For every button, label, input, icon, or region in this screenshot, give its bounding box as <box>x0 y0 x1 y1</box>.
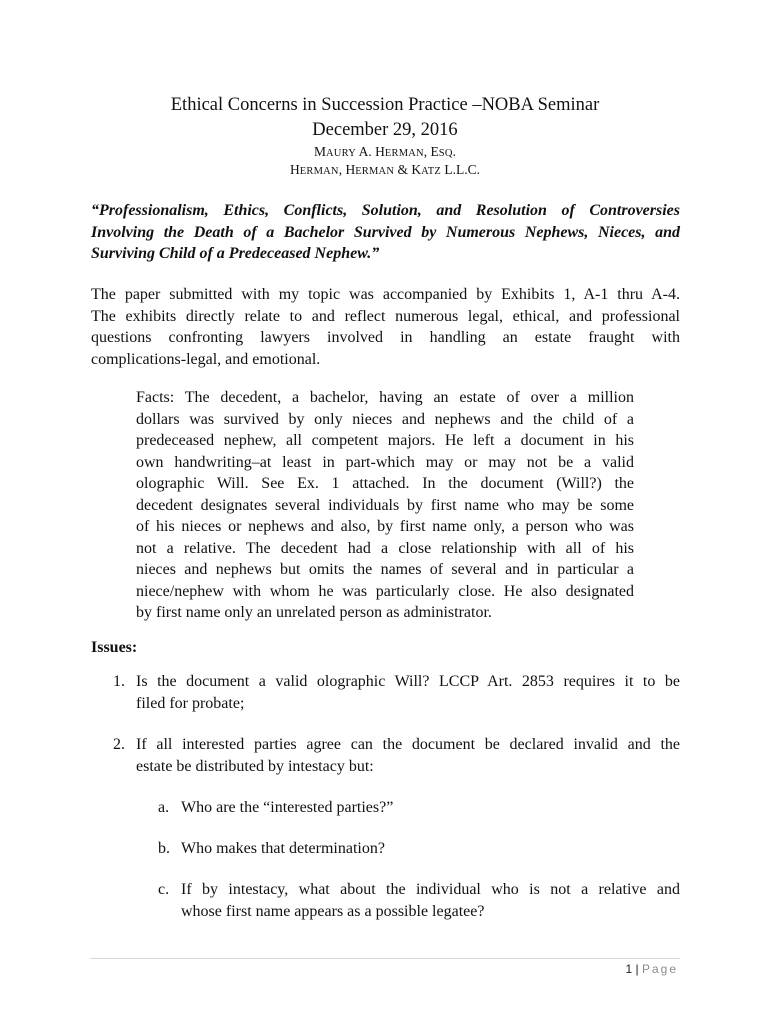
issues-heading: Issues: <box>91 639 138 656</box>
author-line: MAURY A. HERMAN, ESQ. <box>313 144 456 159</box>
document-title: Ethical Concerns in Succession Practice –NOBA Seminar <box>170 95 600 115</box>
topic-heading: “Professionalism, Ethics, Conflicts, Solution, and Resolution of Controversies Involving the Death of a Bachelor Survived by Numerous Nephews, Nieces, and Surviving Child of a Predeceased Nephew.” <box>91 202 680 262</box>
page-label: Page <box>641 962 678 976</box>
page-number: 1 <box>625 962 633 976</box>
facts-paragraph: Facts: The decedent, a bachelor, having an estate of over a million dollars was survived by only nieces and nephews and the child of a predeceased nephew, all competent majors. He left a document in his own handwriting–at least in part-which may or may not be a valid olographic Will. See Ex. 1 attached. In the document (Will?) the decedent designates several individuals by first name who may be some of his nieces or nephews and also, by first name only, a person who was not a relative. The decedent had a close relationship with all of his nieces and nephews but omits the names of several and in particular a niece/nephew with whom he was particularly close. He also designated by first name only an unrelated person as administrator. <box>136 389 634 621</box>
firm-line: HERMAN, HERMAN & KATZ L.L.C. <box>290 162 480 177</box>
footer-divider <box>90 958 680 959</box>
page-footer: 1 | Page <box>625 962 678 976</box>
document-date: December 29, 2016 <box>312 120 458 140</box>
intro-paragraph: The paper submitted with my topic was accompanied by Exhibits 1, A-1 thru A-4. The exhibits directly relate to and reflect numerous legal, ethical, and professional questions confronting lawyers involved in handling an estate fraught with complications-legal, and emotional. <box>91 286 680 368</box>
document-page: Ethical Concerns in Succession Practice –NOBA Seminar December 29, 2016 MAURY A. HERMAN, ESQ. HERMAN, HERMAN & KATZ L.L.C. “Professionalism, Ethics, Conflicts, Solution, and Resolution of Controversies Involving the Death of a Bachelor Survived by Numerous Nephews, Nieces, and Surviving Child of a Predeceased Nephew.” The paper submitted with my topic was accompanied by Exhibits 1, A-1 thru A-4. The exhibits directly relate to and reflect numerous legal, ethical, and professional questions confronting lawyers involved in handling an estate fraught with complications-legal, and emotional. Facts: The decedent, a bachelor, having an estate of over a million dollars was survived by only nieces and nephews and the child of a predeceased nephew, all competent majors. He left a document in his own handwriting–at least in part-which may or may not be a valid olographic Will. See Ex. 1 attached. In the document (Will?) the decedent designates several individuals by first name who may be some of his nieces or nephews and also, by first name only, a person who was not a relative. The decedent had a close relationship with all of his nieces and nephews but omits the names of several and in particular a niece/nephew with whom he was particularly close. He also designated by first name only an unrelated person as administrator. Issues: 1. Is the document a valid olographic Will? LCCP Art. 2853 requires it to be filed for probate; 2. If all interested parties agree can the document be declared invalid and the estate be distributed by intestacy but: a. Who are the “interested parties?” b. Who makes that determination? c. If by intestacy, what about the individual who is not a relative and whose first name appears as a possible legatee? 1 | Page <box>0 0 770 1024</box>
